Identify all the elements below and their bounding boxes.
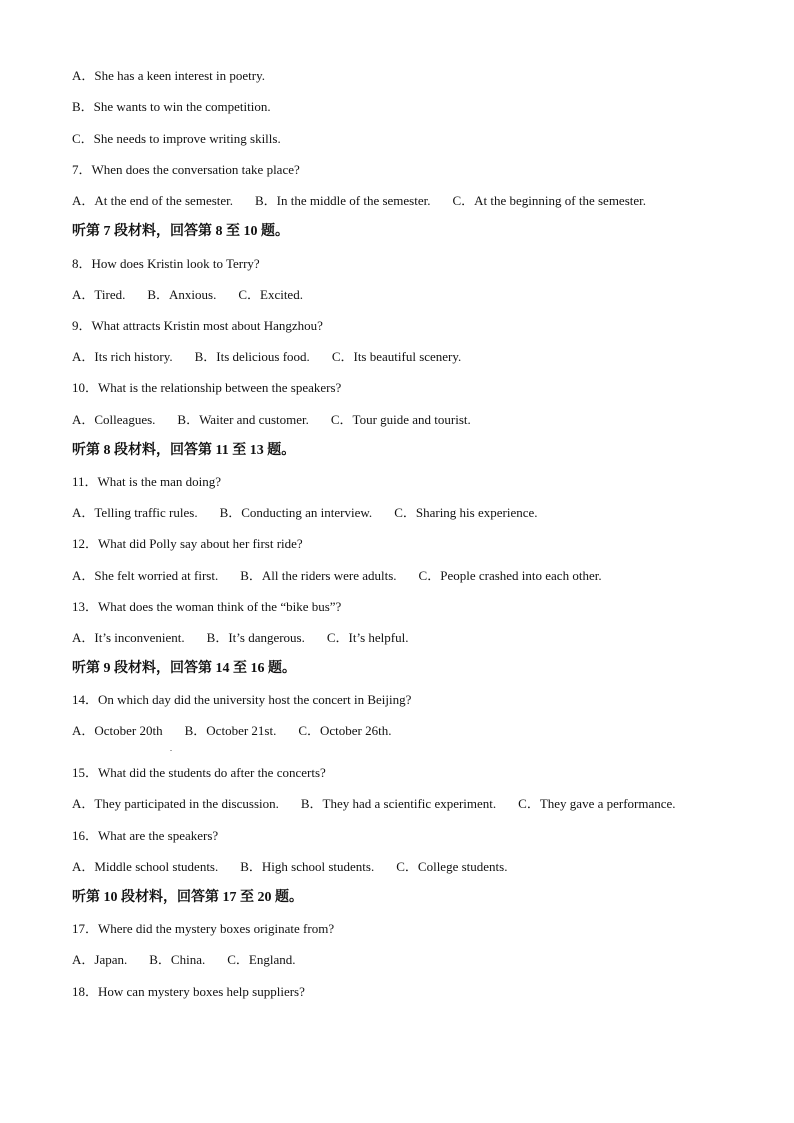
option-line: [72, 99, 271, 115]
question-10: 10．What is the relationship between the speakers?: [72, 380, 342, 395]
question-18: 18．How can mystery boxes help suppliers?: [72, 984, 305, 999]
option-line: [72, 68, 265, 84]
option-b: B．High school students.: [240, 859, 375, 874]
option-line: [72, 193, 646, 209]
option-c: C．Its beautiful scenery.: [331, 349, 462, 364]
question-9: 9．What attracts Kristin most about Hangzhou?: [72, 318, 323, 333]
option-line: [72, 796, 676, 812]
option-b: B．Its delicious food.: [194, 349, 310, 364]
option-b: B．Anxious.: [147, 287, 217, 302]
option-b: B．All the riders were adults.: [240, 568, 397, 583]
option-line: [72, 287, 303, 303]
option-c: C．Sharing his experience.: [394, 505, 538, 520]
option-b: B．China.: [149, 952, 206, 967]
option-line: [72, 131, 281, 147]
section-heading: 听第 7 段材料，回答第 8 至 10 题。: [72, 224, 289, 239]
option-a: A．At the end of the semester.: [72, 193, 234, 208]
option-c: C．They gave a performance.: [518, 796, 676, 811]
option-c: C．October 26th.: [298, 723, 392, 738]
option-b: B．It’s dangerous.: [206, 630, 305, 645]
option-b: B．October 21st.: [184, 723, 277, 738]
stray-dot: .: [170, 744, 172, 753]
option-b: B．In the middle of the semester.: [255, 193, 431, 208]
option-b: B．They had a scientific experiment.: [300, 796, 497, 811]
option-c: C．Tour guide and tourist.: [330, 412, 471, 427]
section-heading: 听第 8 段材料，回答第 11 至 13 题。: [72, 443, 296, 458]
option: A．She has a keen interest in poetry.: [72, 68, 266, 83]
question-16: 16．What are the speakers?: [72, 828, 219, 843]
option-c: C．It’s helpful.: [326, 630, 409, 645]
option-c: C．People crashed into each other.: [418, 568, 602, 583]
question-11: 11．What is the man doing?: [72, 474, 221, 489]
option-a: A．Middle school students.: [72, 859, 219, 874]
option-b: B．Waiter and customer.: [177, 412, 309, 427]
question-14: 14．On which day did the university host the concert in Beijing?: [72, 692, 412, 707]
question-7: 7．When does the conversation take place?: [72, 162, 300, 177]
question-17: 17．Where did the mystery boxes originate from?: [72, 921, 335, 936]
question-13: 13．What does the woman think of the “bike bus”?: [72, 599, 342, 614]
option: C．She needs to improve writing skills.: [72, 131, 281, 146]
option-line: [72, 952, 295, 968]
question-12: 12．What did Polly say about her first ride?: [72, 536, 303, 551]
option-line: [72, 412, 471, 428]
option-line: [72, 568, 602, 584]
option-line: [72, 630, 408, 646]
question-8: 8．How does Kristin look to Terry?: [72, 256, 260, 271]
option-a: A．They participated in the discussion.: [72, 796, 279, 811]
option-a: A．Its rich history.: [72, 349, 173, 364]
question-15: 15．What did the students do after the concerts?: [72, 765, 326, 780]
option-line: [72, 859, 507, 875]
option-a: A．She felt worried at first.: [72, 568, 219, 583]
option-a: A．Colleagues.: [72, 412, 156, 427]
option-line: [72, 723, 392, 739]
option-c: C．England.: [227, 952, 296, 967]
option-c: C．Excited.: [238, 287, 303, 302]
option-b: B．Conducting an interview.: [219, 505, 373, 520]
section-heading: 听第 10 段材料，回答第 17 至 20 题。: [72, 890, 303, 905]
option-line: [72, 349, 461, 365]
option-a: A．Japan.: [72, 952, 128, 967]
option-c: C．College students.: [396, 859, 508, 874]
option-a: A．Telling traffic rules.: [72, 505, 198, 520]
section-heading: 听第 9 段材料，回答第 14 至 16 题。: [72, 661, 296, 676]
option-line: [72, 505, 538, 521]
option: B．She wants to win the competition.: [72, 99, 271, 114]
option-a: A．Tired.: [72, 287, 126, 302]
option-a: A．October 20th: [72, 723, 163, 738]
option-a: A．It’s inconvenient.: [72, 630, 185, 645]
option-c: C．At the beginning of the semester.: [452, 193, 647, 208]
